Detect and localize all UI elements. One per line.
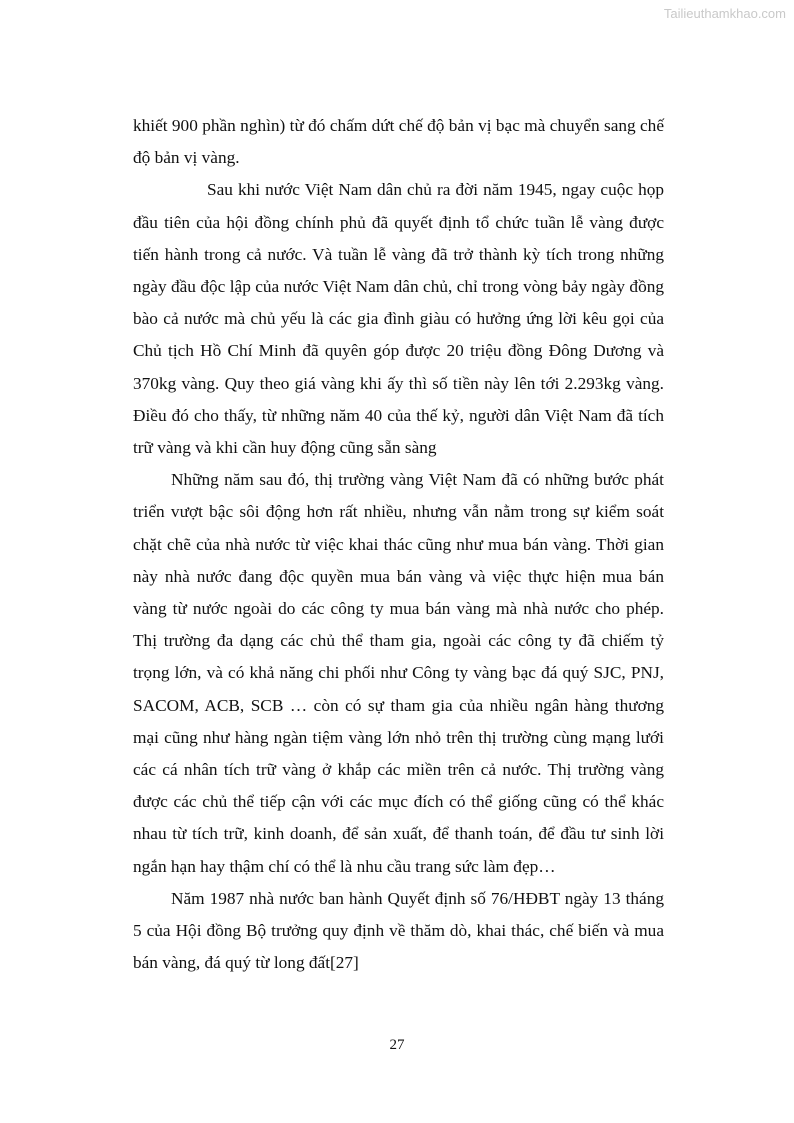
paragraph-decision-1987: Năm 1987 nhà nước ban hành Quyết định số 76/HĐBT ngày 13 tháng 5 của Hội đồng Bộ trưởng quy định về thăm dò, khai thác, chế biến và mua bán vàng, đá quý từ long đất[27] [133, 888, 664, 973]
paragraph-continuation: khiết 900 phần nghìn) từ đó chấm dứt chế độ bản vị bạc mà chuyển sang chế độ bản vị vàng. [133, 116, 664, 168]
paragraph-gold-week-1945: Sau khi nước Việt Nam dân chủ ra đời năm 1945, ngay cuộc họp đầu tiên của hội đồng chính phủ đã quyết định tổ chức tuần lễ vàng được tiến hành trong cả nước. Và tuần lễ vàng đã trở thành kỳ tích trong những ngày đầu độc lập của nước Việt Nam dân chủ, chỉ trong vòng bảy ngày đồng bào cả nước mà chủ yếu là các gia đình giàu có hưởng ứng lời kêu gọi của Chủ tịch Hồ Chí Minh đã quyên góp được 20 triệu đồng Đông Dương và 370kg vàng. Quy theo giá vàng khi ấy thì số tiền này lên tới 2.293kg vàng. Điều đó cho thấy, từ những năm 40 của thế kỷ, người dân Việt Nam đã tích trữ vàng và khi cần huy động cũng sẵn sàng [133, 180, 664, 458]
page-body [133, 110, 664, 979]
page-number: 27 [389, 1037, 405, 1053]
paragraph-gold-market-development: Những năm sau đó, thị trường vàng Việt Nam đã có những bước phát triển vượt bậc sôi động hơn rất nhiều, nhưng vẫn nằm trong sự kiểm soát chặt chẽ của nhà nước từ việc khai thác cũng như mua bán vàng. Thời gian này nhà nước đang độc quyền mua bán vàng và việc thực hiện mua bán vàng từ nước ngoài do các công ty mua bán vàng mà nhà nước cho phép. Thị trường đa dạng các chủ thể tham gia, ngoài các công ty đã chiếm tỷ trọng lớn, và có khả năng chi phối như Công ty vàng bạc đá quý SJC, PNJ, SACOM, ACB, SCB … còn có sự tham gia của nhiều ngân hàng thương mại cũng như hàng ngàn tiệm vàng lớn nhỏ trên thị trường cùng mạng lưới các cá nhân tích trữ vàng ở khắp các miền trên cả nước. Thị trường vàng được các chủ thể tiếp cận với các mục đích có thể giống cũng có thể khác nhau từ tích trữ, kinh doanh, để sản xuất, để thanh toán, để đầu tư sinh lời ngắn hạn hay thậm chí có thể là nhu cầu trang sức làm đẹp… [133, 470, 664, 876]
watermark: Tailieuthamkhao.com [663, 6, 786, 21]
